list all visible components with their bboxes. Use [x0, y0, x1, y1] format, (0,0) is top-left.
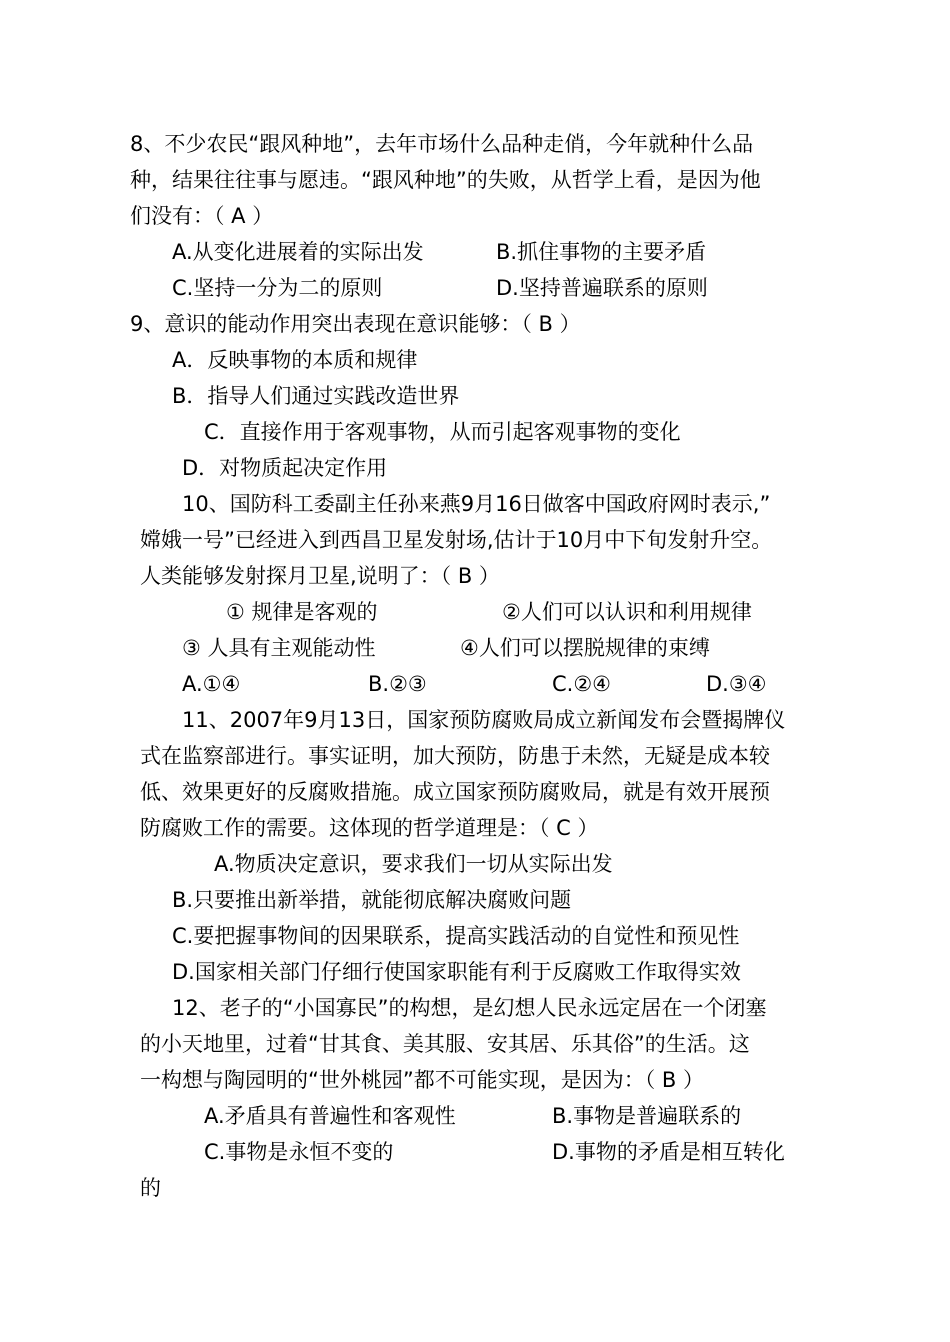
question-11-line-2: 式在监察部进行。事实证明，加大预防，防患于未然，无疑是成本较 — [140, 744, 770, 768]
question-10-statement-3: ③ 人具有主观能动性 — [182, 636, 376, 660]
question-8-line-3: 们没有：（ A ） — [130, 204, 274, 228]
question-8-option-a: A.从变化进展着的实际出发 — [172, 240, 424, 264]
question-10-option-d: D.③④ — [706, 672, 767, 696]
question-12-line-1: 12、老子的“小国寡民”的构想，是幻想人民永远定居在一个闭塞 — [172, 996, 767, 1020]
question-8-option-c: C.坚持一分为二的原则 — [172, 276, 383, 300]
question-12-option-b: B.事物是普遍联系的 — [552, 1104, 742, 1128]
question-12-line-3: 一构想与陶园明的“世外桃园”都不可能实现，是因为：（ B ） — [140, 1068, 705, 1092]
question-11-option-c: C.要把握事物间的因果联系，提高实践活动的自觉性和预见性 — [172, 924, 740, 948]
question-10-line-2: 嫦娥一号”已经进入到西昌卫星发射场,估计于10月中下旬发射升空。 — [140, 528, 773, 552]
question-10-option-c: C.②④ — [552, 672, 611, 696]
question-11-option-d: D.国家相关部门仔细行使国家职能有利于反腐败工作取得实效 — [172, 960, 741, 984]
question-10-option-b: B.②③ — [368, 672, 427, 696]
question-10-option-a: A.①④ — [182, 672, 241, 696]
question-9-line-1: 9、意识的能动作用突出表现在意识能够：（ B ） — [130, 312, 581, 336]
question-11-line-4: 防腐败工作的需要。这体现的哲学道理是：（ C ） — [140, 816, 599, 840]
question-12-option-d: D.事物的矛盾是相互转化 — [552, 1140, 785, 1164]
question-11-option-a: A.物质决定意识，要求我们一切从实际出发 — [214, 852, 613, 876]
question-8-line-2: 种，结果往往事与愿违。“跟风种地”的失败，从哲学上看，是因为他 — [130, 168, 761, 192]
question-12-option-c: C.事物是永恒不变的 — [204, 1140, 394, 1164]
question-11-line-1: 11、2007年9月13日，国家预防腐败局成立新闻发布会暨揭牌仪 — [182, 708, 786, 732]
question-10-line-1: 10、国防科工委副主任孙来燕9月16日做客中国政府网时表示,” — [182, 492, 771, 516]
question-8-option-d: D.坚持普遍联系的原则 — [496, 276, 708, 300]
question-10-statement-2: ②人们可以认识和利用规律 — [502, 600, 752, 624]
question-10-line-3: 人类能够发射探月卫星,说明了：（ B ） — [140, 564, 500, 588]
question-11-line-3: 低、效果更好的反腐败措施。成立国家预防腐败局，就是有效开展预 — [140, 780, 770, 804]
question-9-option-a: A．反映事物的本质和规律 — [172, 348, 418, 372]
question-12-line-2: 的小天地里，过着“甘其食、美其服、安其居、乐其俗”的生活。这 — [140, 1032, 750, 1056]
question-9-option-d: D．对物质起决定作用 — [182, 456, 388, 480]
question-8-option-b: B.抓住事物的主要矛盾 — [496, 240, 707, 264]
question-8-line-1: 8、不少农民“跟风种地”，去年市场什么品种走俏，今年就种什么品 — [130, 132, 754, 156]
question-11-option-b: B.只要推出新举措，就能彻底解决腐败问题 — [172, 888, 572, 912]
question-9-option-c: C．直接作用于客观事物，从而引起客观事物的变化 — [204, 420, 681, 444]
question-10-statement-4: ④人们可以摆脱规律的束缚 — [460, 636, 710, 660]
question-12-continuation: 的 — [140, 1176, 161, 1200]
question-12-option-a: A.矛盾具有普遍性和客观性 — [204, 1104, 456, 1128]
question-9-option-b: B．指导人们通过实践改造世界 — [172, 384, 460, 408]
question-10-statement-1: ① 规律是客观的 — [226, 600, 378, 624]
